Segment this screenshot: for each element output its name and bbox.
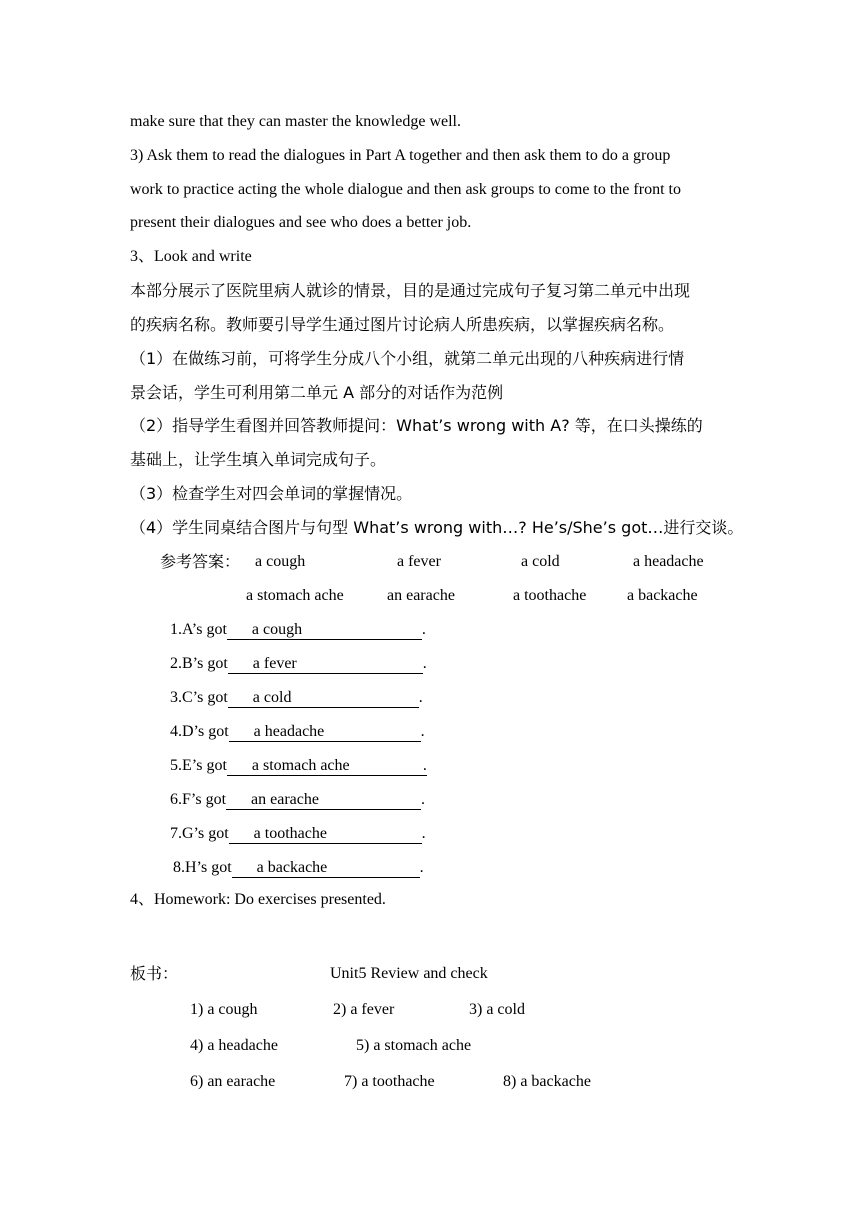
answer-item: a toothache [513, 587, 587, 604]
exercise-answer: a backache [232, 859, 420, 878]
exercise-line [173, 858, 424, 878]
exercise-line [170, 722, 425, 742]
exercise-prefix: 2.B’s got [170, 655, 228, 672]
answer-item: a stomach ache [246, 587, 344, 604]
body-line-10: （2）指导学生看图并回答教师提问：What’s wrong with A? 等，在口头操练的 [130, 416, 703, 435]
answer-item: a backache [627, 587, 698, 604]
section-heading-look-and-write: 3、Look and write [130, 248, 252, 265]
board-item: 7) a toothache [344, 1073, 435, 1090]
exercise-line [170, 620, 426, 640]
exercise-prefix: 1.A’s got [170, 621, 227, 638]
body-line-11: 基础上，让学生填入单词完成句子。 [130, 450, 387, 469]
body-line-13: （4）学生同桌结合图片与句型 What’s wrong with…? He’s/She’s got…进行交谈。 [130, 518, 744, 537]
body-line-2: 3) Ask them to read the dialogues in Part A together and then ask them to do a group [130, 147, 671, 164]
body-line-12: （3）检查学生对四会单词的掌握情况。 [130, 484, 413, 503]
exercise-end: . [418, 689, 423, 706]
exercise-answer: a stomach ache [227, 757, 423, 776]
exercise-prefix: 4.D’s got [170, 723, 229, 740]
answer-item: a fever [397, 553, 441, 570]
exercise-prefix: 8.H’s got [173, 859, 232, 876]
exercise-line [170, 688, 423, 708]
exercise-prefix: 6.F’s got [170, 791, 227, 808]
body-line-4: present their dialogues and see who does a better job. [130, 214, 472, 231]
answers-label: 参考答案： [160, 552, 241, 571]
board-item: 6) an earache [190, 1073, 276, 1090]
exercise-end: . [421, 791, 426, 808]
answer-item: a cough [255, 553, 306, 570]
answer-item: a headache [633, 553, 704, 570]
exercise-prefix: 5.E’s got [170, 757, 227, 774]
board-title: Unit5 Review and check [330, 965, 488, 982]
exercise-prefix: 7.G’s got [170, 825, 229, 842]
exercise-line [170, 654, 427, 674]
exercise-end: . [421, 825, 426, 842]
exercise-answer: a headache [229, 723, 421, 742]
body-line-9: 景会话，学生可利用第二单元 A 部分的对话作为范例 [130, 383, 504, 402]
body-line-1: make sure that they can master the knowledge well. [130, 113, 461, 130]
board-label: 板书： [130, 964, 179, 983]
exercise-end: . [420, 723, 425, 740]
answer-item: an earache [387, 587, 455, 604]
body-line-3: work to practice acting the whole dialogue and then ask groups to come to the front to [130, 181, 681, 198]
board-item: 2) a fever [333, 1001, 395, 1018]
board-item: 5) a stomach ache [356, 1037, 472, 1054]
exercise-answer: a fever [228, 655, 423, 674]
board-item: 4) a headache [190, 1037, 278, 1054]
exercise-answer: a cold [228, 689, 419, 708]
board-item: 3) a cold [469, 1001, 525, 1018]
exercise-answer: a toothache [229, 825, 422, 844]
exercise-line [170, 824, 426, 844]
exercise-line [170, 790, 425, 810]
exercise-line [170, 756, 427, 776]
answer-item: a cold [521, 553, 560, 570]
body-line-6: 本部分展示了医院里病人就诊的情景，目的是通过完成句子复习第二单元中出现 [130, 281, 691, 300]
homework-line: 4、Homework: Do exercises presented. [130, 891, 386, 908]
exercise-answer: an earache [226, 791, 421, 810]
exercise-end: . [422, 655, 427, 672]
board-item: 8) a backache [503, 1073, 591, 1090]
exercise-end: . [422, 757, 427, 774]
exercise-prefix: 3.C’s got [170, 689, 228, 706]
exercise-end: . [419, 859, 424, 876]
body-line-8: （1）在做练习前，可将学生分成八个小组，就第二单元出现的八种疾病进行情 [130, 349, 685, 368]
board-item: 1) a cough [190, 1001, 258, 1018]
body-line-7: 的疾病名称。教师要引导学生通过图片讨论病人所患疾病，以掌握疾病名称。 [130, 315, 675, 334]
exercise-answer: a cough [227, 621, 422, 640]
exercise-end: . [421, 621, 426, 638]
